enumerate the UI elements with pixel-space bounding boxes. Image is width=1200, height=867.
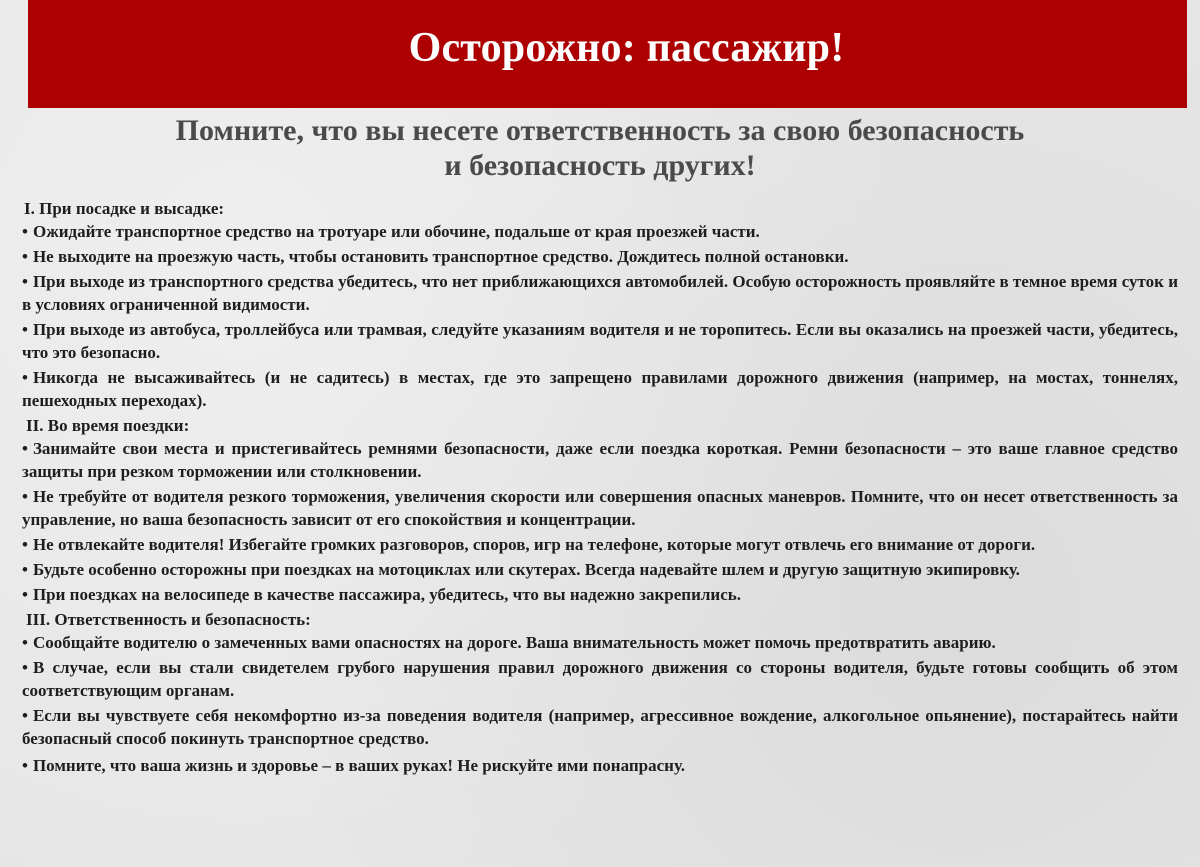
bullet-icon: •	[22, 320, 28, 339]
list-item-text: При поездках на велосипеде в качестве пассажира, убедитесь, что вы надежно закрепились.	[32, 585, 741, 604]
list-item-text: Сообщайте водителю о замеченных вами опасностях на дороге. Ваша внимательность может помочь предотвратить аварию.	[32, 633, 996, 652]
final-note	[22, 754, 1178, 777]
list-item-text: Занимайте свои места и пристегивайтесь ремнями безопасности, даже если поездка короткая. Ремни безопасности – это ваше главное средство защиты при резком торможении или столкновении.	[22, 439, 1178, 481]
list-item-text: Не выходите на проезжую часть, чтобы остановить транспортное средство. Дождитесь полной остановки.	[32, 247, 849, 266]
bullet-icon: •	[22, 756, 28, 775]
list-item	[22, 704, 1178, 750]
list-item-text: Не отвлекайте водителя! Избегайте громких разговоров, споров, игр на телефоне, которые могут отвлечь его внимание от дороги.	[32, 535, 1036, 554]
page-title: Осторожно: пассажир!	[408, 25, 845, 71]
list-item-text: Если вы чувствуете себя некомфортно из-за поведения водителя (например, агрессивное вождение, алкогольное опьянение), постарайтесь найти безопасный способ покинуть транспортное средство.	[22, 706, 1178, 748]
bullet-icon: •	[22, 535, 28, 554]
list-item	[22, 270, 1178, 316]
list-item	[22, 318, 1178, 364]
bullet-icon: •	[22, 658, 28, 677]
list-item	[22, 220, 1178, 243]
list-item-text: Не требуйте от водителя резкого торможения, увеличения скорости или совершения опасных маневров. Помните, что он несет ответственность за управление, но ваша безопасность зависит от его спокойствия и концентрации.	[22, 487, 1178, 529]
list-item	[22, 245, 1178, 268]
list-item	[22, 631, 1178, 654]
bullet-icon: •	[22, 633, 28, 652]
section-heading-boarding: I. При посадке и высадке:	[24, 199, 225, 218]
subtitle-line-2: и безопасность других!	[444, 149, 756, 182]
bullet-icon: •	[22, 439, 28, 458]
bullet-icon: •	[22, 585, 28, 604]
section-heading-trip: II. Во время поездки:	[26, 416, 190, 435]
list-item	[22, 485, 1178, 531]
bullet-icon: •	[22, 368, 28, 387]
section-heading-responsibility: III. Ответственность и безопасность:	[26, 610, 311, 629]
final-note-text: Помните, что ваша жизнь и здоровье – в ваших руках! Не рискуйте ими понапрасну.	[32, 756, 685, 775]
bullet-icon: •	[22, 222, 28, 241]
bullet-icon: •	[22, 706, 28, 725]
bullet-icon: •	[22, 272, 28, 291]
title-banner	[28, 0, 1187, 108]
list-item	[22, 558, 1178, 581]
subtitle	[0, 113, 1200, 183]
list-item-text: Будьте особенно осторожны при поездках на мотоциклах или скутерах. Всегда надевайте шлем и другую защитную экипировку.	[32, 560, 1020, 579]
bullet-icon: •	[22, 487, 28, 506]
bullet-icon: •	[22, 247, 28, 266]
list-item-text: Ожидайте транспортное средство на тротуаре или обочине, подальше от края проезжей части.	[32, 222, 760, 241]
list-item-text: При выходе из автобуса, троллейбуса или трамвая, следуйте указаниям водителя и не торопитесь. Если вы оказались на проезжей части, убедитесь, что это безопасно.	[22, 320, 1178, 362]
list-item-text: При выходе из транспортного средства убедитесь, что нет приближающихся автомобилей. Особую осторожность проявляйте в темное время суток и в условиях ограниченной видимости.	[22, 272, 1178, 314]
list-item-text: В случае, если вы стали свидетелем грубого нарушения правил дорожного движения со стороны водителя, будьте готовы сообщить об этом соответствующим органам.	[22, 658, 1178, 700]
rules-content	[22, 197, 1178, 779]
list-item	[22, 533, 1178, 556]
list-item	[22, 366, 1178, 412]
subtitle-line-1: Помните, что вы несете ответственность за свою безопасность	[175, 114, 1025, 147]
list-item-text: Никогда не высаживайтесь (и не садитесь) в местах, где это запрещено правилами дорожного движения (например, на мостах, тоннелях, пешеходных переходах).	[22, 368, 1178, 410]
list-item	[22, 583, 1178, 606]
list-item	[22, 437, 1178, 483]
bullet-icon: •	[22, 560, 28, 579]
list-item	[22, 656, 1178, 702]
